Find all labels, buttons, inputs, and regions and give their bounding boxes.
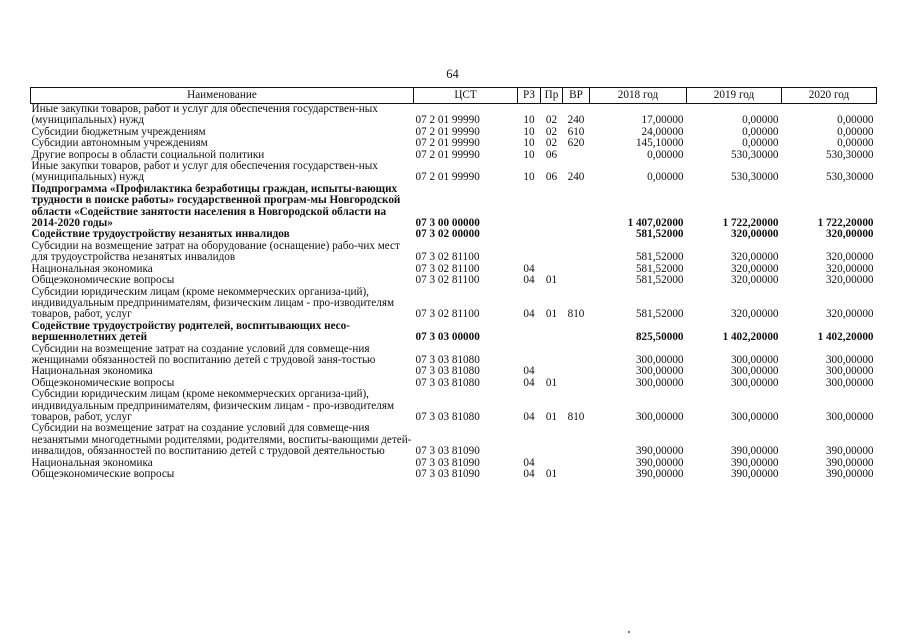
cell-2020: 0,00000: [837, 137, 874, 150]
cell-rz: [518, 344, 541, 367]
cell-rz: 04: [523, 468, 535, 480]
cell-2019: 390,00000: [730, 456, 779, 469]
table-row: [31, 275, 877, 286]
cell-cst: 07 3 00 00000: [415, 217, 480, 230]
cell-2020: 300,00000: [825, 376, 874, 389]
cell-2019: 0,00000: [742, 125, 779, 138]
cell-rz: 04: [523, 308, 535, 321]
cell-2018: 390,00000: [635, 456, 684, 469]
cell-pr: [541, 344, 563, 367]
cell-2020: 300,00000: [825, 365, 874, 378]
cell-2019: 530,30000: [730, 148, 779, 161]
cell-2018: 300,00000: [635, 376, 684, 389]
cell-vr: [563, 366, 590, 377]
cell-pr: 01: [545, 376, 558, 389]
cell-2018: 0,00000: [647, 171, 684, 184]
cell-rz: 04: [523, 410, 535, 423]
cell-name: Иные закупки товаров, работ и услуг для обеспечения государствен-ных (муниципальных) нужд: [31, 103, 378, 127]
cell-rz: 04: [523, 365, 535, 378]
cell-vr: [563, 469, 590, 480]
cell-vr: [563, 184, 590, 230]
cell-rz: 04: [523, 262, 535, 275]
cell-cst: 07 2 01 99990: [415, 125, 480, 138]
cell-rz: 10: [523, 171, 535, 184]
table-row: [31, 161, 877, 184]
table-row: [31, 469, 877, 480]
table-row: [31, 287, 877, 321]
cell-name: Содействие трудоустройству незанятых инвалидов: [31, 228, 290, 241]
cell-name: Субсидии юридическим лицам (кроме некоммерческих организа-ций), индивидуальным предпринимателям, физическим лицам - про-изводителям товаров, работ, услуг: [31, 285, 395, 321]
cell-2020: 530,30000: [825, 171, 874, 184]
cell-pr: 02: [545, 114, 558, 127]
cell-2020: 320,00000: [825, 262, 874, 275]
cell-vr: [563, 321, 590, 344]
cell-2019: 320,00000: [730, 251, 779, 264]
header-pr: Пр: [541, 88, 563, 104]
cell-vr: [563, 229, 590, 240]
cell-2019: 390,00000: [730, 445, 779, 458]
cell-cst: 07 3 03 81080: [415, 376, 480, 389]
cell-pr: [541, 184, 563, 230]
cell-2020: 390,00000: [825, 456, 874, 469]
table-header-row: [31, 88, 877, 104]
cell-name: Общеэкономические вопросы: [31, 274, 175, 287]
cell-rz: [518, 241, 541, 264]
cell-2018: 390,00000: [635, 445, 684, 458]
cell-pr: 06: [545, 148, 558, 161]
cell-cst: 07 3 03 81090: [415, 456, 480, 469]
cell-2020: 1 722,20000: [817, 217, 874, 230]
cell-2018: 300,00000: [635, 410, 684, 423]
cell-pr: 02: [545, 125, 558, 138]
header-vr: ВР: [563, 88, 590, 104]
cell-vr: 810: [567, 308, 585, 321]
cell-2018: 0,00000: [647, 148, 684, 161]
cell-vr: [563, 275, 590, 286]
cell-2020: 300,00000: [825, 353, 874, 366]
header-rz: РЗ: [518, 88, 541, 104]
cell-cst: 07 3 03 81080: [415, 353, 480, 366]
cell-2018: 581,52000: [635, 262, 684, 275]
cell-2019: 320,00000: [730, 228, 779, 241]
cell-2019: 0,00000: [742, 137, 779, 150]
cell-2018: 825,50000: [635, 331, 684, 344]
cell-name: Национальная экономика: [31, 456, 153, 469]
header-2018: 2018 год: [590, 88, 687, 104]
cell-2018: 581,52000: [635, 308, 684, 321]
cell-2018: 581,52000: [635, 274, 684, 287]
cell-name: Национальная экономика: [31, 262, 153, 275]
cell-pr: [541, 241, 563, 264]
scan-speck: [628, 631, 630, 633]
header-name: Наименование: [31, 88, 414, 104]
cell-pr: [541, 321, 563, 344]
cell-cst: 07 3 03 00000: [415, 331, 480, 344]
cell-2020: 320,00000: [825, 251, 874, 264]
header-2020: 2020 год: [782, 88, 877, 104]
cell-vr: [563, 264, 590, 275]
cell-rz: 10: [523, 148, 535, 161]
cell-2019: 320,00000: [730, 262, 779, 275]
budget-table: [30, 87, 877, 480]
cell-vr: [563, 344, 590, 367]
cell-cst: 07 3 03 81090: [415, 468, 480, 480]
table-row: [31, 104, 877, 127]
cell-name: Другие вопросы в области социальной политики: [31, 148, 265, 161]
cell-2018: 581,52000: [635, 228, 684, 241]
cell-name: Общеэкономические вопросы: [31, 468, 175, 480]
cell-pr: 01: [545, 308, 558, 321]
cell-2020: 390,00000: [825, 468, 874, 480]
cell-2018: 17,00000: [641, 114, 684, 127]
cell-2019: 390,00000: [730, 468, 779, 480]
cell-2020: 300,00000: [825, 410, 874, 423]
cell-2019: 320,00000: [730, 274, 779, 287]
cell-rz: 04: [523, 376, 535, 389]
cell-2019: 300,00000: [730, 365, 779, 378]
cell-2019: 1 722,20000: [722, 217, 779, 230]
cell-rz: [518, 321, 541, 344]
cell-cst: 07 2 01 99990: [415, 114, 480, 127]
cell-cst: 07 3 02 00000: [415, 228, 480, 241]
cell-2020: 320,00000: [825, 274, 874, 287]
cell-2018: 581,52000: [635, 251, 684, 264]
cell-cst: 07 3 03 81080: [415, 410, 480, 423]
cell-2020: 320,00000: [825, 228, 874, 241]
cell-2018: 145,10000: [635, 137, 684, 150]
cell-name: Общеэкономические вопросы: [31, 376, 175, 389]
cell-cst: 07 3 02 81100: [415, 262, 480, 275]
cell-vr: 240: [567, 171, 585, 184]
cell-vr: 240: [567, 114, 585, 127]
cell-rz: [518, 184, 541, 230]
cell-vr: [563, 241, 590, 264]
cell-2019: 300,00000: [730, 376, 779, 389]
cell-vr: [563, 423, 590, 457]
cell-2018: 300,00000: [635, 365, 684, 378]
cell-pr: 01: [545, 410, 558, 423]
cell-2020: 390,00000: [825, 445, 874, 458]
cell-name: Субсидии на возмещение затрат на создание условий для совмеще-ния женщинами обязанностей по воспитанию детей с трудовой заня-тостью: [31, 342, 376, 366]
cell-name: Содействие трудоустройству родителей, воспитывающих несо-вершеннолетних детей: [31, 319, 350, 344]
cell-cst: 07 3 02 81100: [415, 274, 480, 287]
cell-2018: 300,00000: [635, 353, 684, 366]
header-2019: 2019 год: [687, 88, 782, 104]
cell-pr: 02: [545, 137, 558, 150]
cell-vr: 810: [567, 410, 585, 423]
table-row: [31, 184, 877, 230]
cell-2019: 300,00000: [730, 353, 779, 366]
cell-cst: 07 3 03 81090: [415, 445, 480, 458]
cell-vr: 620: [567, 137, 585, 150]
table-body: [31, 104, 877, 481]
cell-2019: 320,00000: [730, 308, 779, 321]
cell-name: Субсидии автономным учреждениям: [31, 137, 208, 150]
cell-2019: 1 402,20000: [722, 331, 779, 344]
cell-2020: 320,00000: [825, 308, 874, 321]
table-row: [31, 344, 877, 367]
table-row: [31, 321, 877, 344]
cell-name: Иные закупки товаров, работ и услуг для обеспечения государствен-ных (муниципальных) нужд: [31, 160, 378, 184]
cell-2018: 390,00000: [635, 468, 684, 480]
cell-cst: 07 2 01 99990: [415, 137, 480, 150]
cell-cst: 07 2 01 99990: [415, 171, 480, 184]
cell-2020: 1 402,20000: [817, 331, 874, 344]
cell-vr: 610: [567, 125, 585, 138]
cell-rz: [518, 423, 541, 457]
cell-2020: 0,00000: [837, 125, 874, 138]
cell-name: Субсидии юридическим лицам (кроме некоммерческих организа-ций), индивидуальным предпринимателям, физическим лицам - про-изводителям товаров, работ, услуг: [31, 388, 395, 423]
cell-rz: 04: [523, 456, 535, 469]
cell-2020: 530,30000: [825, 148, 874, 161]
cell-2019: 530,30000: [730, 171, 779, 184]
table-row: [31, 389, 877, 423]
cell-pr: 06: [545, 171, 558, 184]
cell-name: Субсидии на возмещение затрат на оборудование (оснащение) рабо-чих мест для трудоустройства незанятых инвалидов: [31, 239, 400, 264]
cell-pr: [541, 423, 563, 457]
cell-rz: [518, 229, 541, 240]
cell-rz: 10: [523, 125, 535, 138]
table-row: [31, 138, 877, 149]
cell-pr: [541, 229, 563, 240]
cell-cst: 07 3 02 81100: [415, 308, 480, 321]
cell-pr: 01: [545, 468, 558, 480]
cell-vr: [563, 458, 590, 469]
cell-cst: 07 3 03 81080: [415, 365, 480, 378]
cell-rz: 10: [523, 114, 535, 127]
cell-vr: [563, 150, 590, 161]
cell-2019: 300,00000: [730, 410, 779, 423]
table-row: [31, 241, 877, 264]
cell-rz: 10: [523, 137, 535, 150]
cell-cst: 07 3 02 81100: [415, 251, 480, 264]
page-number: 64: [446, 67, 459, 81]
cell-rz: 04: [523, 274, 535, 287]
cell-2019: 0,00000: [742, 114, 779, 127]
cell-pr: 01: [545, 274, 558, 287]
table-row: [31, 423, 877, 457]
cell-cst: 07 2 01 99990: [415, 148, 480, 161]
cell-name: Субсидии бюджетным учреждениям: [31, 125, 206, 138]
header-cst: ЦСТ: [414, 88, 518, 104]
cell-2018: 1 407,02000: [627, 217, 684, 230]
cell-vr: [563, 378, 590, 389]
cell-name: Подпрограмма «Профилактика безработицы граждан, испыты-вающих трудности в поиске работы» государственной програм-мы Новгородской области «Содействие занятости населения в Новгородской области на 2014-2020 годы»: [31, 182, 401, 230]
cell-2018: 24,00000: [641, 125, 684, 138]
cell-2020: 0,00000: [837, 114, 874, 127]
cell-name: Национальная экономика: [31, 365, 153, 378]
cell-name: Субсидии на возмещение затрат на создание условий для совмеще-ния незанятыми многодетными родителями, родителями, воспиты-вающими детей-инвалидов, обязанностей по воспитанию детей с трудовой деятельностью: [31, 422, 412, 458]
